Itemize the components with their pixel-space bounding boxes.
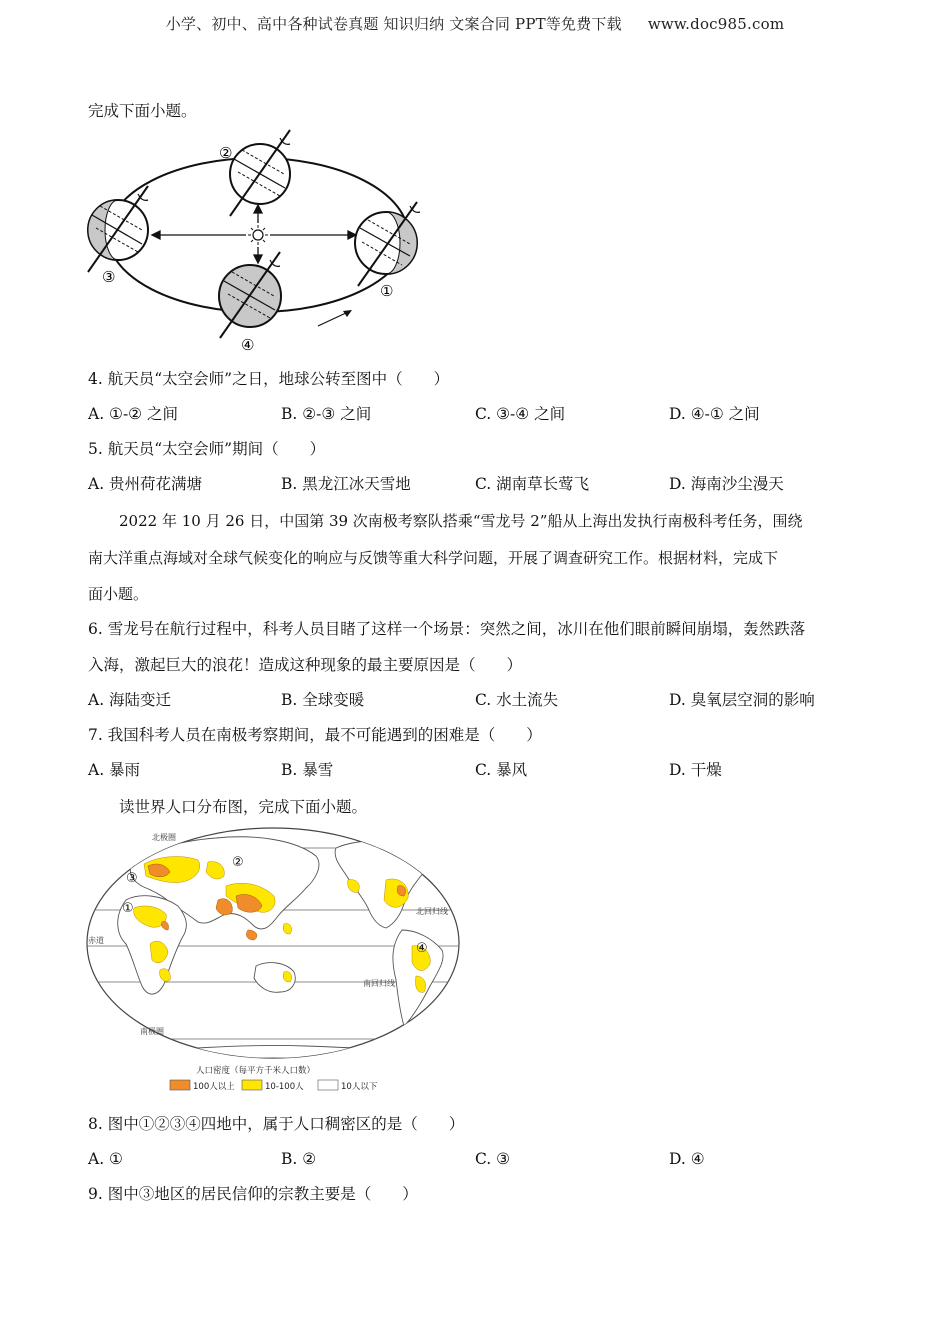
earth-position-1: [355, 202, 420, 286]
earth-orbit-diagram: [80, 128, 430, 360]
q8-stem: 8. 图中①②③④四地中，属于人口稠密区的是（ ）: [88, 1115, 465, 1133]
map-marker-2: ②: [232, 855, 244, 870]
orbit-label-3: ③: [102, 268, 116, 286]
map-marker-3: ③: [126, 871, 138, 886]
revolution-direction-arrow: [318, 310, 352, 326]
q9-stem: 9. 图中③地区的居民信仰的宗教主要是（ ）: [88, 1185, 418, 1203]
q4-option-a[interactable]: A. ①-② 之间: [88, 405, 179, 423]
antarctica-landmass: [106, 1046, 456, 1059]
sun-ray-arrows: [152, 205, 356, 263]
orbit-label-2: ②: [219, 144, 233, 162]
q7-stem: 7. 我国科考人员在南极考察期间，最不可能遇到的困难是（ ）: [88, 726, 542, 744]
q5-option-b[interactable]: B. 黑龙江冰天雪地: [281, 475, 411, 493]
map-marker-4: ④: [416, 941, 428, 956]
legend-item-medium: [242, 1080, 304, 1092]
q4-option-d[interactable]: D. ④-① 之间: [669, 405, 760, 423]
earth-position-4: [219, 252, 281, 338]
q7-option-a[interactable]: A. 暴雨: [88, 761, 141, 779]
legend-label-medium: 10-100人: [265, 1082, 304, 1092]
label-arctic-circle: 北极圈: [152, 833, 176, 842]
world-population-map: [86, 826, 461, 1096]
q7-option-b[interactable]: B. 暴雪: [281, 761, 334, 779]
orbit-label-4: ④: [241, 336, 255, 354]
q6-option-c[interactable]: C. 水土流失: [475, 691, 559, 709]
earth-position-2: [230, 130, 290, 216]
header-url[interactable]: www.doc985.com: [647, 15, 785, 33]
q8-option-c[interactable]: C. ③: [475, 1150, 511, 1168]
q5-stem: 5. 航天员“太空会师”期间（ ）: [88, 440, 326, 458]
q4-option-c[interactable]: C. ③-④ 之间: [475, 405, 566, 423]
q6-option-b[interactable]: B. 全球变暖: [281, 691, 365, 709]
header-text: 小学、初中、高中各种试卷真题 知识归纳 文案合同 PPT等免费下载: [165, 15, 622, 33]
legend-item-low: [318, 1080, 378, 1092]
orbit-label-1: ①: [380, 282, 394, 300]
map-marker-1: ①: [122, 901, 134, 916]
q8-option-d[interactable]: D. ④: [669, 1150, 705, 1168]
material-line-1: 2022 年 10 月 26 日，中国第 39 次南极考察队搭乘“雪龙号 2”船从上海出发执行南极科考任务，围绕: [119, 512, 803, 530]
label-tropic-of-cancer: 北回归线: [416, 907, 448, 916]
label-tropic-of-capricorn: 南回归线: [363, 979, 395, 988]
q8-option-b[interactable]: B. ②: [281, 1150, 317, 1168]
q5-option-c[interactable]: C. 湖南草长莺飞: [475, 475, 590, 493]
q6-stem-line-1: 6. 雪龙号在航行过程中，科考人员目睹了这样一个场景：突然之间，冰川在他们眼前瞬间崩塌，轰然跌落: [88, 620, 806, 638]
section1-intro: 完成下面小题。: [88, 102, 197, 120]
label-antarctic-circle: 南极圈: [140, 1027, 164, 1036]
page-header: [0, 13, 950, 34]
q8-option-a[interactable]: A. ①: [88, 1150, 123, 1168]
q5-option-a[interactable]: A. 贵州荷花满塘: [88, 475, 203, 493]
q7-option-d[interactable]: D. 干燥: [669, 761, 722, 779]
legend-item-high: [170, 1080, 235, 1092]
q4-stem: 4. 航天员“太空会师”之日，地球公转至图中（ ）: [88, 370, 450, 388]
earth-position-3: [88, 186, 148, 272]
legend-title: 人口密度（每平方千米人口数）: [196, 1066, 316, 1076]
q7-option-c[interactable]: C. 暴风: [475, 761, 528, 779]
q4-option-b[interactable]: B. ②-③ 之间: [281, 405, 372, 423]
section2-intro: 读世界人口分布图，完成下面小题。: [119, 798, 368, 816]
sun-icon: [248, 225, 268, 245]
q6-option-a[interactable]: A. 海陆变迁: [88, 691, 172, 709]
material-line-2: 南大洋重点海域对全球气候变化的响应与反馈等重大科学问题，开展了调查研究工作。根据材料，完成下: [88, 549, 779, 567]
legend-label-low: 10人以下: [341, 1082, 378, 1092]
legend-label-high: 100人以上: [193, 1082, 235, 1092]
label-equator: 赤道: [88, 936, 104, 945]
q6-stem-line-2: 入海，激起巨大的浪花！造成这种现象的最主要原因是（ ）: [88, 656, 523, 674]
material-line-3: 面小题。: [88, 585, 149, 603]
q6-option-d[interactable]: D. 臭氧层空洞的影响: [669, 691, 815, 709]
q5-option-d[interactable]: D. 海南沙尘漫天: [669, 475, 784, 493]
